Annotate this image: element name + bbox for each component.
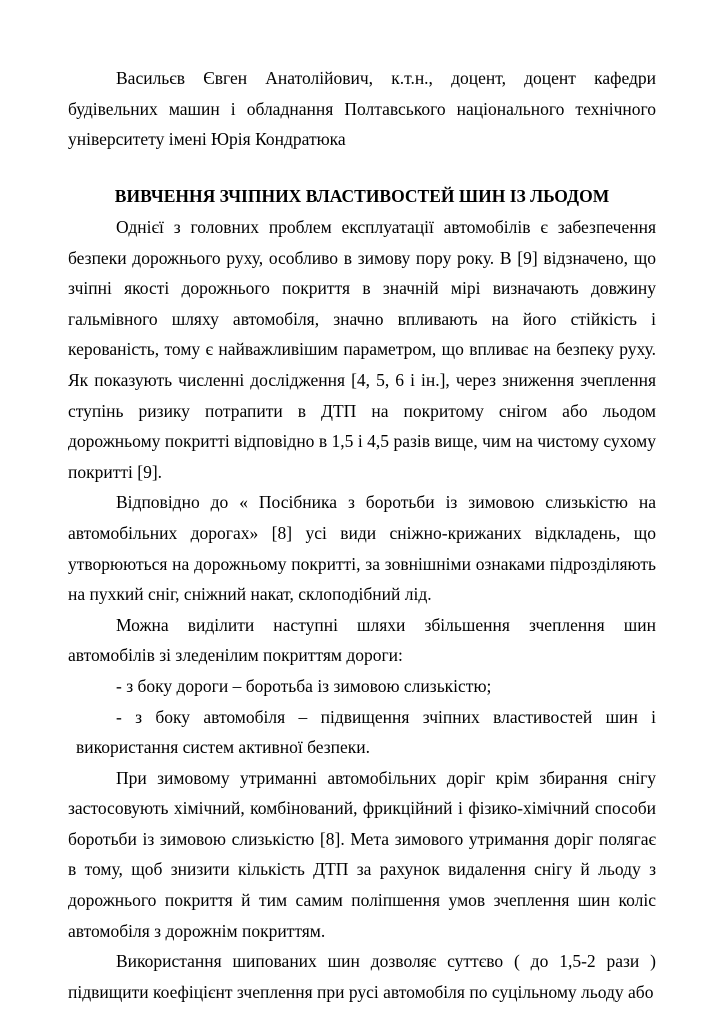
paragraph: При зимовому утриманні автомобільних доріг крім збирання снігу застосовують хімічний, комбінований, фрикційний і фізико-хімічний способи боротьби із зимовою слизькістю [8]. Мета зимового утримання доріг полягає в тому, щоб знизити кількість ДТП за рахунок видалення снігу й льоду з дорожнього покриття й тим самим поліпшення умов зчеплення шин коліс автомобіля з дорожнім покриттям. — [68, 767, 656, 941]
list-item: - з боку автомобіля – підвищення зчіпних властивостей шин і використання систем активної безпеки. — [76, 706, 656, 758]
paragraph: Використання шипованих шин дозволяє суттєво ( до 1,5-2 рази ) підвищити коефіцієнт зчеплення при русі автомобіля по суцільному льоду або — [68, 951, 656, 1002]
author-info: Васильєв Євген Анатолійович, к.т.н., доцент, доцент кафедри будівельних машин і обладнання Полтавського національного технічного університету імені Юрія Кондратюка — [68, 68, 656, 150]
list-item: - з боку дороги – боротьба із зимовою слизькістю; — [116, 675, 492, 696]
article-body — [68, 212, 656, 1007]
article-title: ВИВЧЕННЯ ЗЧІПНИХ ВЛАСТИВОСТЕЙ ШИН ІЗ ЛЬОДОМ — [114, 186, 610, 206]
paragraph: Однієї з головних проблем експлуатації автомобілів є забезпечення безпеки дорожнього руху, особливо в зимову пору року. В [9] відзначено, що зчіпні якості дорожнього покриття в значній мірі визначають довжину гальмівного шляху автомобіля, значно впливають на його стійкість і керованість, тому є найважливішим параметром, що впливає на безпеку руху. Як показують численні дослідження [4, 5, 6 і ін.], через зниження зчеплення ступінь ризику потрапити в ДТП на покритому снігом або льодом дорожньому покритті відповідно в 1,5 і 4,5 разів вище, чим на чистому сухому покритті [9]. — [68, 217, 656, 482]
paragraph: Можна виділити наступні шляхи збільшення зчеплення шин автомобілів зі зледенілим покриттям дороги: — [68, 614, 656, 666]
paragraph: Відповідно до « Посібника з боротьби із зимовою слизькістю на автомобільних дорогах» [8] усі види сніжно-крижаних відкладень, що утворюються на дорожньому покритті, за зовнішніми ознаками підрозділяють на пухкий сніг, сніжний накат, склоподібний лід. — [68, 492, 656, 605]
